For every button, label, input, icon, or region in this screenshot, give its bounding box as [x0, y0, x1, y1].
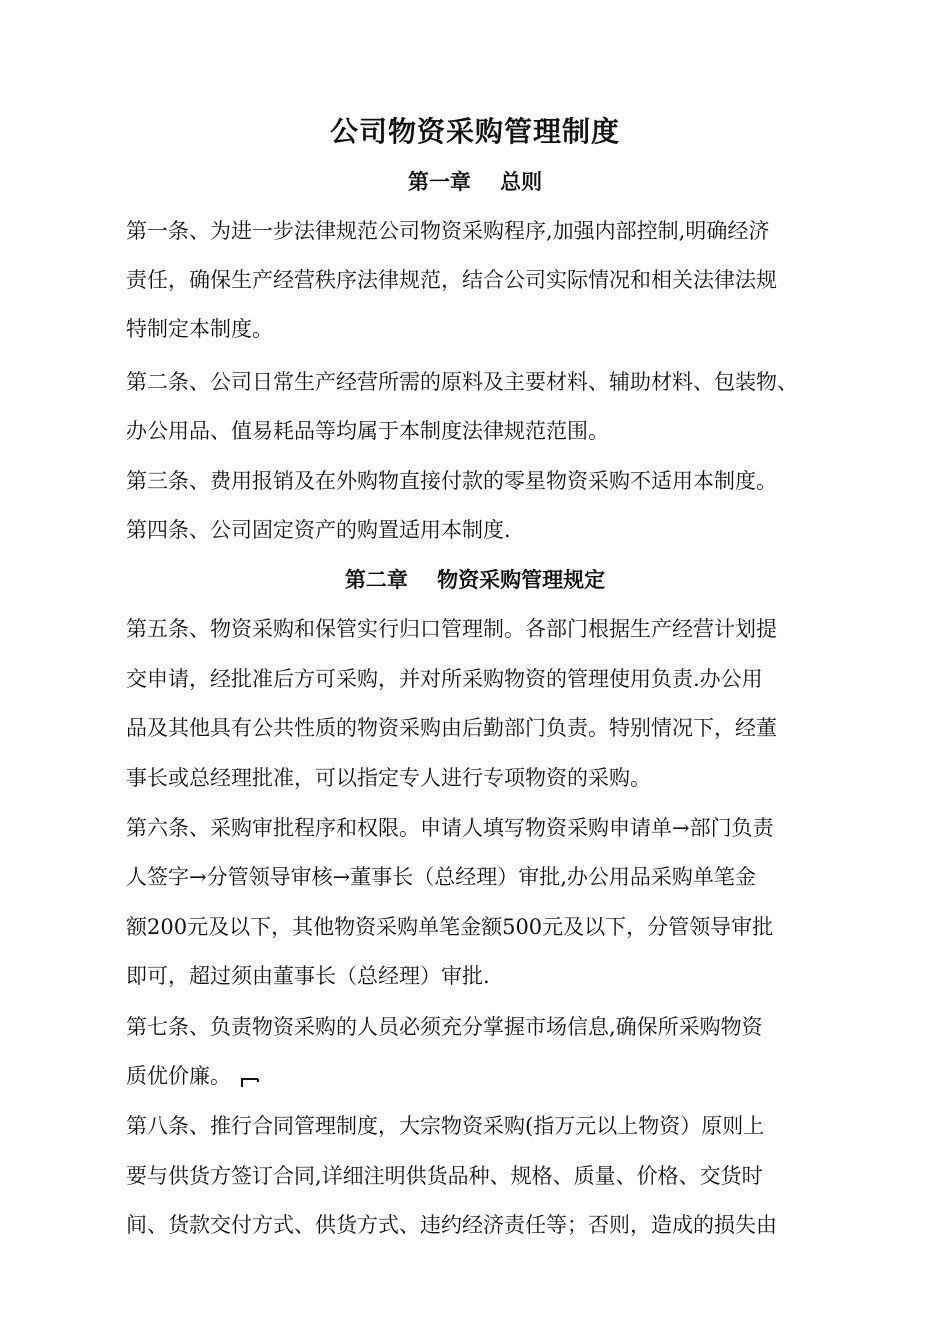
paragraph-line: 第四条、公司固定资产的购置适用本制度. [126, 518, 511, 542]
paragraph-line: 人签字→分管领导审核→董事长（总经理）审批,办公用品采购单笔金 [126, 865, 756, 889]
paragraph-line: 第一条、为进一步法律规范公司物资采购程序,加强内部控制,明确经济 [126, 219, 770, 243]
paragraph-line: 责任，确保生产经营秩序法律规范，结合公司实际情况和相关法律法规 [126, 268, 777, 292]
paragraph-line: 事长或总经理批准，可以指定专人进行专项物资的采购。 [126, 766, 651, 790]
paragraph-line: 即可，超过须由董事长（总经理）审批. [126, 964, 490, 988]
paragraph-line: 品及其他具有公共性质的物资采购由后勤部门负责。特别情况下，经董 [126, 716, 777, 740]
paragraph-line: 第五条、物资采购和保管实行归口管理制。各部门根据生产经营计划提 [126, 617, 777, 641]
document-title: 公司物资采购管理制度 [329, 115, 620, 148]
paragraph-line: 间、货款交付方式、供货方式、违约经济责任等；否则，造成的损失由 [126, 1213, 777, 1237]
corner-mark-icon [240, 1076, 260, 1088]
paragraph-line: 第三条、费用报销及在外购物直接付款的零星物资采购不适用本制度。 [126, 469, 777, 493]
paragraph-line: 交申请，经批准后方可采购，并对所采购物资的管理使用负责.办公用 [126, 667, 763, 691]
paragraph-line: 质优价廉。 [126, 1064, 231, 1088]
paragraph-line: 要与供货方签订合同,详细注明供货品种、规格、质量、价格、交货时 [126, 1164, 763, 1188]
chapter-heading-1: 第一章 总则 [407, 169, 543, 194]
paragraph-line: 第二条、公司日常生产经营所需的原料及主要材料、辅助材料、包装物、 [126, 370, 798, 394]
paragraph-line: 第八条、推行合同管理制度，大宗物资采购(指万元以上物资）原则上 [126, 1114, 765, 1138]
paragraph-line: 第六条、采购审批程序和权限。申请人填写物资采购申请单→部门负责 [126, 816, 774, 840]
chapter-heading-2: 第二章 物资采购管理规定 [344, 567, 606, 592]
paragraph-line: 第七条、负责物资采购的人员必须充分掌握市场信息,确保所采购物资 [126, 1015, 763, 1039]
paragraph-line: 特制定本制度。 [126, 317, 273, 341]
paragraph-line: 办公用品、值易耗品等均属于本制度法律规范范围。 [126, 419, 609, 443]
paragraph-line: 额200元及以下，其他物资采购单笔金额500元及以下，分管领导审批 [126, 915, 774, 939]
